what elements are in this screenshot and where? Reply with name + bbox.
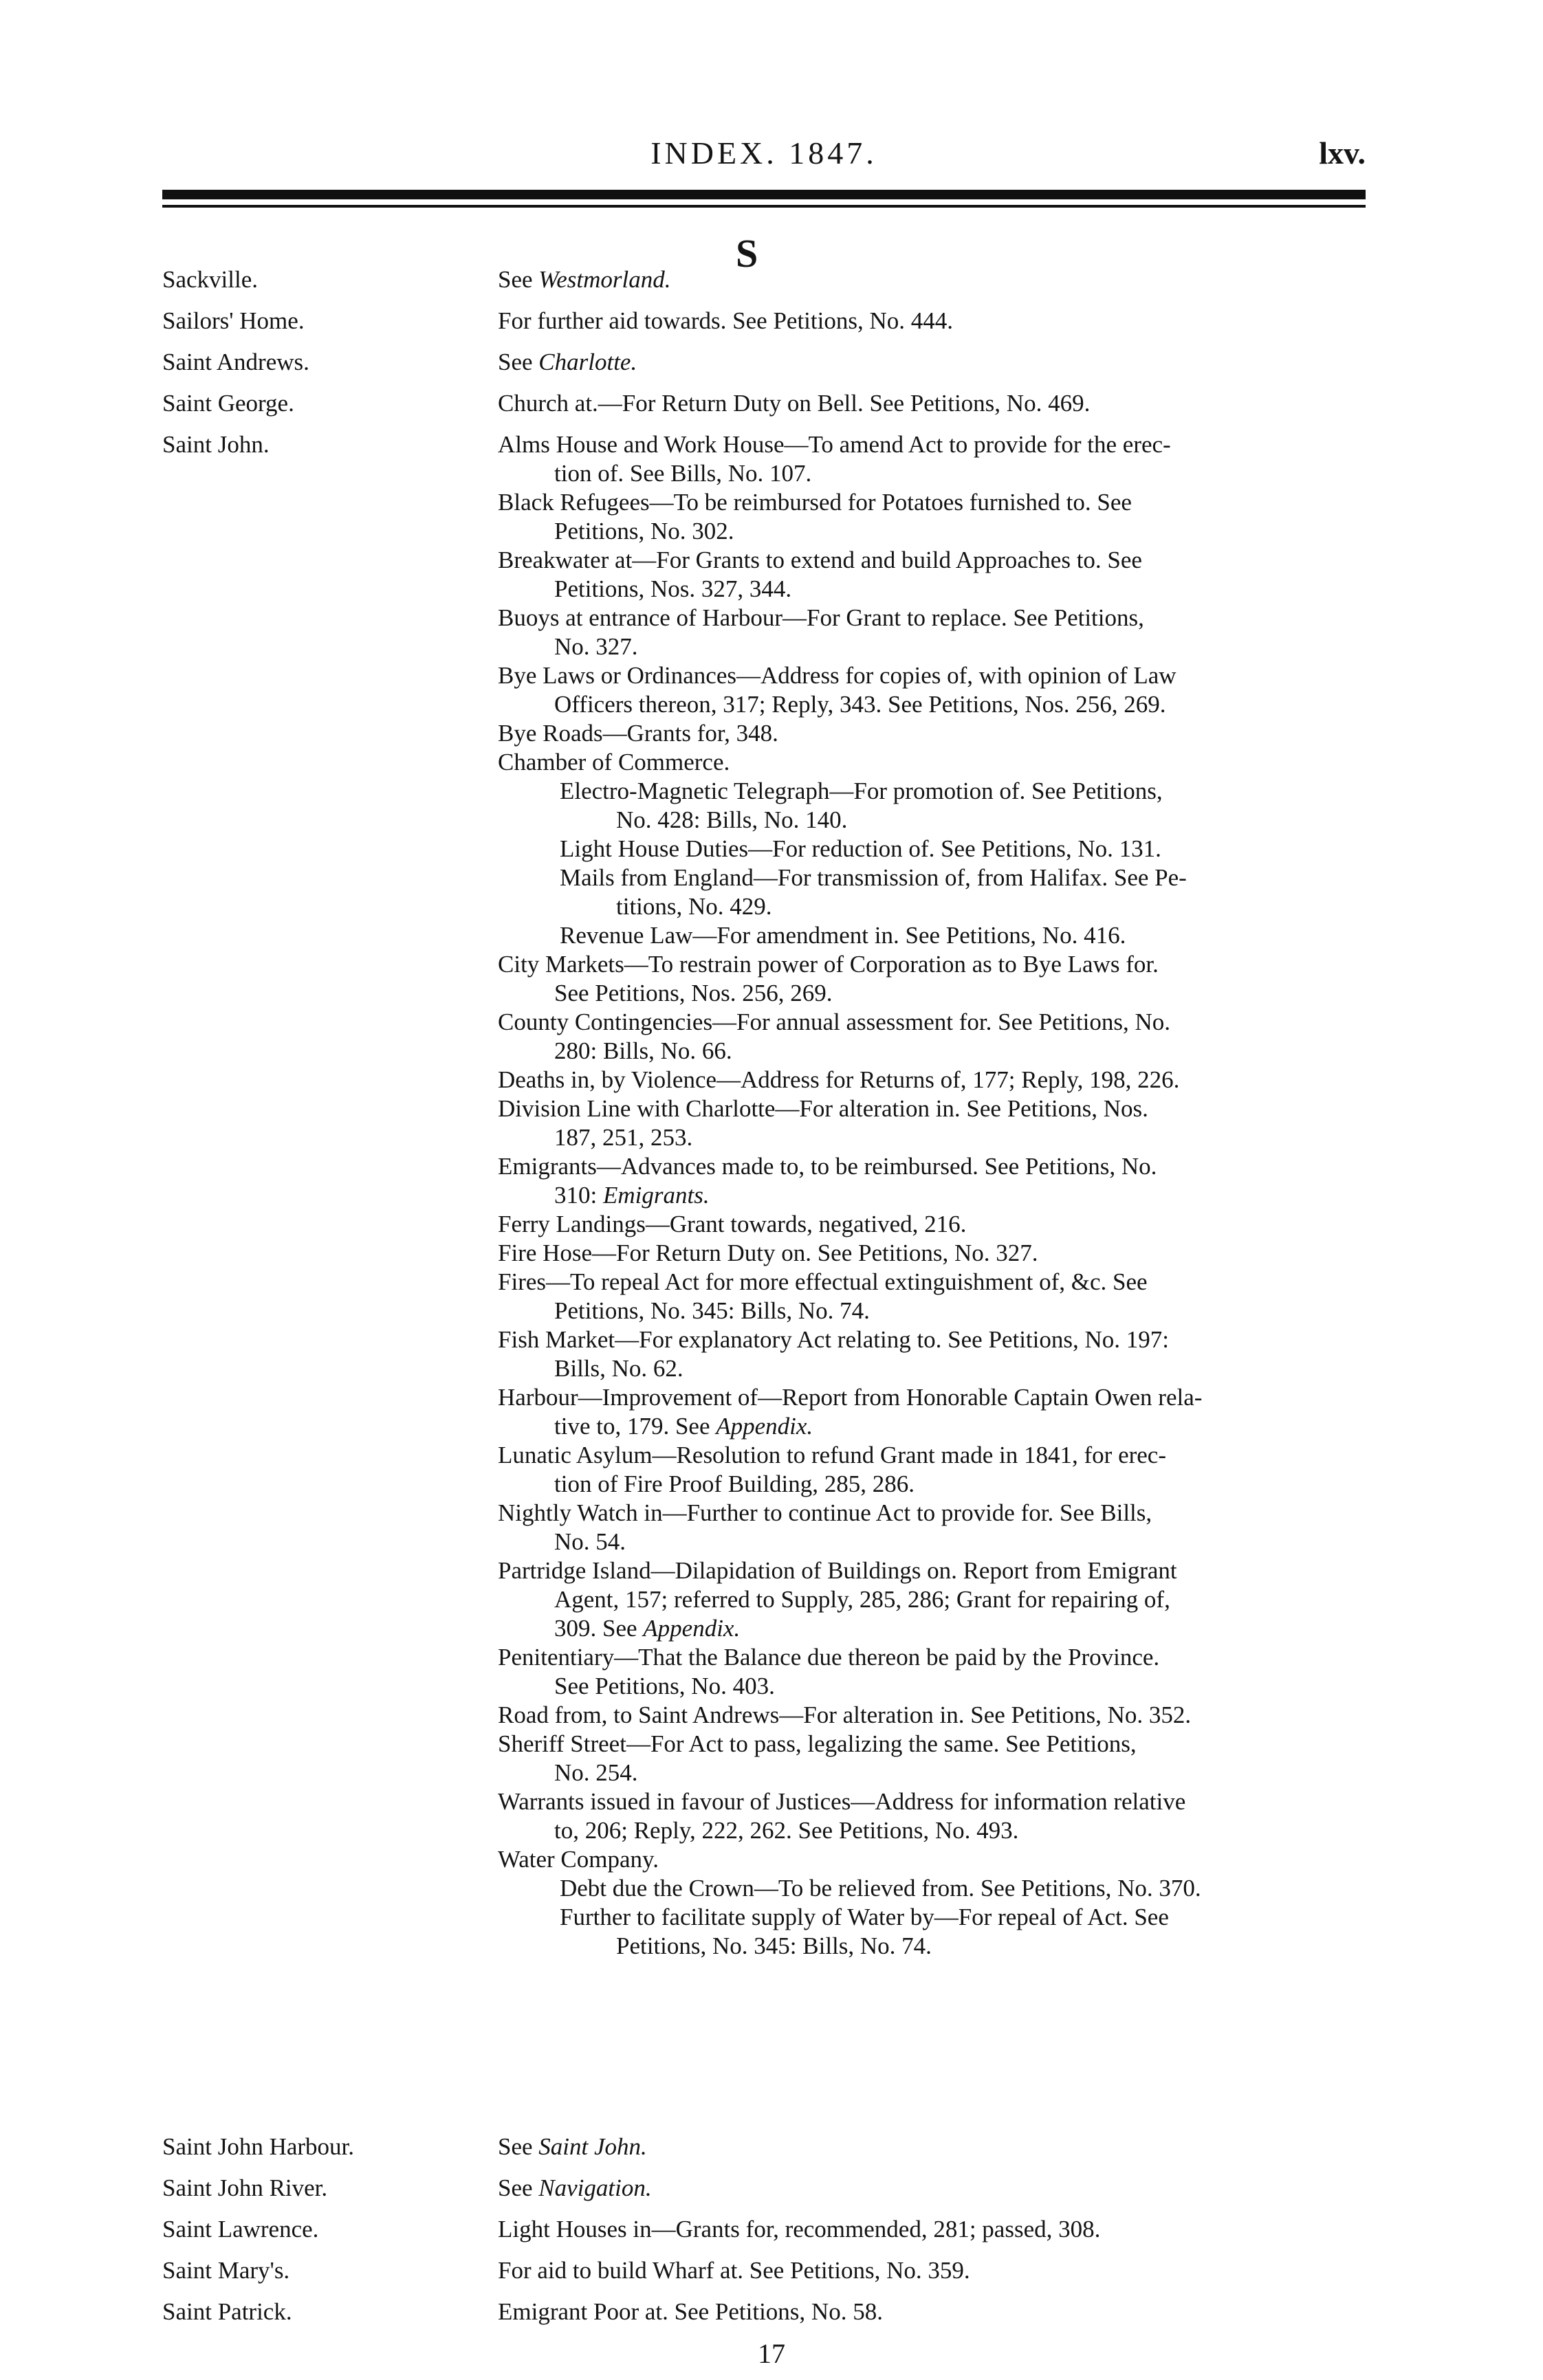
entry-city-markets: City Markets—To restrain power of Corporation as to Bye Laws for. See Petitions, Nos. 256, 269.	[498, 951, 1159, 1006]
ref-sackville: See Westmorland.	[498, 266, 671, 293]
entry-partridge-island: Partridge Island—Dilapidation of Buildings on. Report from Emigrant Agent, 157; referred to Supply, 285, 286; Grant for repairing of, 309. See Appendix.	[498, 1557, 1177, 1642]
running-title: INDEX. 1847.	[650, 135, 877, 170]
page-number: lxv.	[1319, 135, 1366, 170]
entry-chamber-of-commerce: Chamber of Commerce.	[498, 749, 730, 775]
entry-alms-house: Alms House and Work House—To amend Act to provide for the erec- tion of. See Bills, No. 107.	[498, 431, 1171, 487]
term-saint-george: Saint George.	[162, 390, 294, 417]
subentry-debt-crown: Debt due the Crown—To be relieved from. See Petitions, No. 370.	[560, 1875, 1201, 1902]
subentry-mails: Mails from England—For transmission of, from Halifax. See Pe- titions, No. 429.	[560, 864, 1187, 920]
entry-bye-roads: Bye Roads—Grants for, 348.	[498, 720, 778, 747]
ref-saint-george: Church at.—For Return Duty on Bell. See Petitions, No. 469.	[498, 390, 1091, 417]
term-saint-john: Saint John.	[162, 431, 270, 458]
term-saint-john-river: Saint John River.	[162, 2174, 328, 2201]
term-saint-andrews: Saint Andrews.	[162, 349, 309, 375]
subentry-telegraph: Electro-Magnetic Telegraph—For promotion of. See Petitions, No. 428: Bills, No. 140.	[560, 778, 1163, 833]
subentry-revenue-law: Revenue Law—For amendment in. See Petitions, No. 416.	[560, 922, 1126, 949]
entry-nightly-watch: Nightly Watch in—Further to continue Act to provide for. See Bills, No. 54.	[498, 1499, 1152, 1555]
entry-road-saint-andrews: Road from, to Saint Andrews—For alteration in. See Petitions, No. 352.	[498, 1701, 1192, 1728]
ref-saint-john-harbour: See Saint John.	[498, 2133, 647, 2160]
entry-fire-hose: Fire Hose—For Return Duty on. See Petitions, No. 327.	[498, 1239, 1038, 1266]
term-sackville: Sackville.	[162, 266, 258, 293]
entry-fires: Fires—To repeal Act for more effectual extinguishment of, &c. See Petitions, No. 345: Bills, No. 74.	[498, 1268, 1148, 1324]
ref-saint-marys: For aid to build Wharf at. See Petitions, No. 359.	[498, 2257, 970, 2284]
ref-saint-andrews: See Charlotte.	[498, 349, 637, 375]
entry-warrants: Warrants issued in favour of Justices—Address for information relative to, 206; Reply, 222, 262. See Petitions, No. 493.	[498, 1788, 1186, 1844]
entry-buoys: Buoys at entrance of Harbour—For Grant to replace. See Petitions, No. 327.	[498, 604, 1144, 660]
entry-sheriff-street: Sheriff Street—For Act to pass, legalizing the same. See Petitions, No. 254.	[498, 1730, 1137, 1786]
entry-black-refugees: Black Refugees—To be reimbursed for Potatoes furnished to. See Petitions, No. 302.	[498, 489, 1132, 544]
entry-division-line: Division Line with Charlotte—For alteration in. See Petitions, Nos. 187, 251, 253.	[498, 1095, 1148, 1151]
entry-bye-laws: Bye Laws or Ordinances—Address for copies of, with opinion of Law Officers thereon, 317; Reply, 343. See Petitions, Nos. 256, 269.	[498, 662, 1177, 718]
term-saint-patrick: Saint Patrick.	[162, 2298, 292, 2325]
entry-county-contingencies: County Contingencies—For annual assessment for. See Petitions, No. 280: Bills, No. 66.	[498, 1009, 1170, 1064]
header-rule-thin	[162, 205, 1366, 208]
term-saint-marys: Saint Mary's.	[162, 2257, 290, 2284]
entry-lunatic-asylum: Lunatic Asylum—Resolution to refund Grant made in 1841, for erec- tion of Fire Proof Building, 285, 286.	[498, 1442, 1166, 1497]
entry-fish-market: Fish Market—For explanatory Act relating to. See Petitions, No. 197: Bills, No. 62.	[498, 1326, 1169, 1382]
term-saint-john-harbour: Saint John Harbour.	[162, 2133, 355, 2160]
ref-sailors-home: For further aid towards. See Petitions, No. 444.	[498, 307, 953, 334]
entry-harbour: Harbour—Improvement of—Report from Honorable Captain Owen rela- tive to, 179. See Appendix.	[498, 1384, 1203, 1440]
entry-deaths: Deaths in, by Violence—Address for Returns of, 177; Reply, 198, 226.	[498, 1066, 1180, 1093]
saint-john-entries	[498, 430, 1370, 1961]
term-saint-lawrence: Saint Lawrence.	[162, 2216, 319, 2243]
page-header	[162, 135, 1366, 176]
ref-saint-lawrence: Light Houses in—Grants for, recommended, 281; passed, 308.	[498, 2216, 1101, 2243]
entry-emigrants: Emigrants—Advances made to, to be reimbursed. See Petitions, No. 310: Emigrants.	[498, 1153, 1157, 1209]
subentry-water-supply: Further to facilitate supply of Water by—For repeal of Act. See Petitions, No. 345: Bills, No. 74.	[560, 1904, 1169, 1959]
ref-saint-john-river: See Navigation.	[498, 2174, 652, 2201]
subentry-light-house-duties: Light House Duties—For reduction of. See Petitions, No. 131.	[560, 835, 1161, 862]
ref-saint-patrick: Emigrant Poor at. See Petitions, No. 58.	[498, 2298, 883, 2325]
signature-mark: 17	[758, 2338, 785, 2369]
entry-breakwater: Breakwater at—For Grants to extend and build Approaches to. See Petitions, Nos. 327, 344.	[498, 547, 1142, 602]
term-sailors-home: Sailors' Home.	[162, 307, 305, 334]
entry-penitentiary: Penitentiary—That the Balance due thereon be paid by the Province. See Petitions, No. 403.	[498, 1644, 1160, 1699]
header-rule-thick	[162, 190, 1366, 199]
entry-ferry-landings: Ferry Landings—Grant towards, negatived, 216.	[498, 1211, 967, 1237]
section-letter: S	[736, 231, 758, 276]
entry-water-company: Water Company.	[498, 1846, 659, 1873]
